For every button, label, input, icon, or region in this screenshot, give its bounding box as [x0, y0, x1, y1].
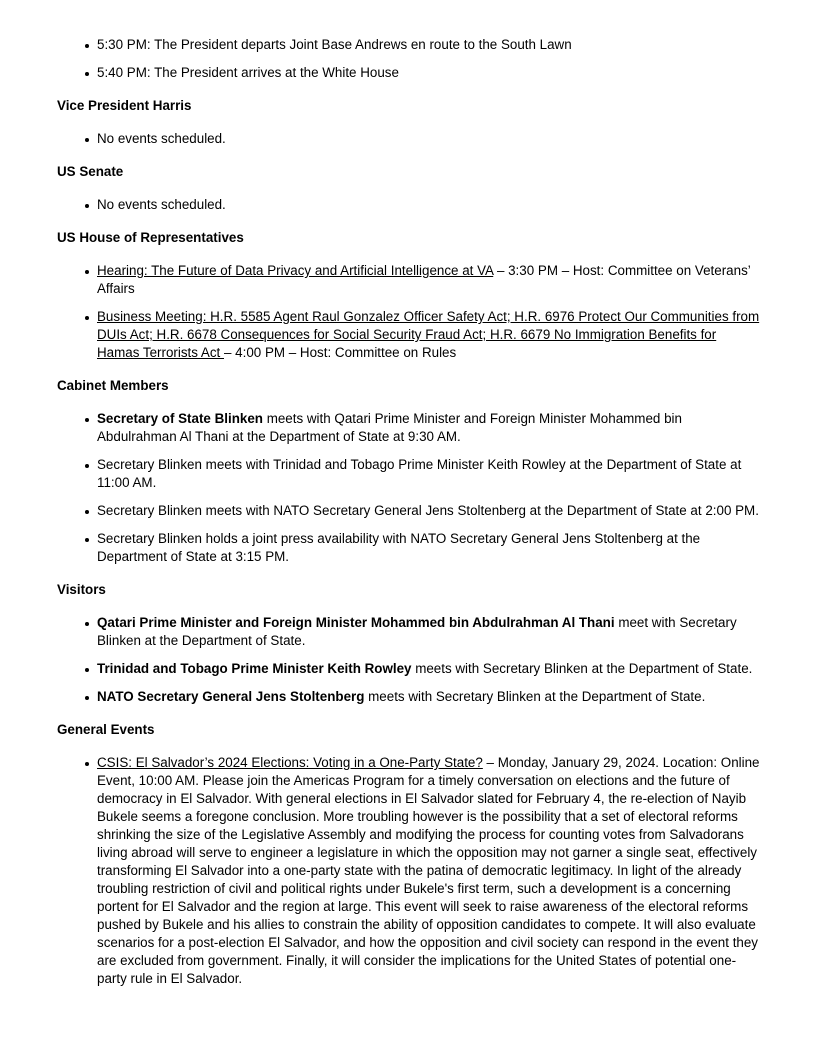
cabinet-heading: Cabinet Members	[57, 378, 169, 393]
house-heading: US House of Representatives	[57, 230, 244, 245]
list-item	[97, 614, 762, 650]
item-text: – 3:30 PM – Host: Committee on Veterans’ Affairs	[97, 263, 751, 296]
list-item	[97, 502, 762, 520]
senate-list	[57, 196, 762, 214]
senate-heading: US Senate	[57, 164, 124, 179]
list-item	[97, 660, 762, 678]
hearing-link[interactable]: Hearing: The Future of Data Privacy and Artificial Intelligence at VA	[97, 263, 494, 278]
general-events-list	[57, 754, 762, 988]
item-text: meets with Qatari Prime Minister and Foreign Minister Mohammed bin Abdulrahman Al Thani at the Department of State at 9:30 AM.	[97, 411, 682, 444]
list-item	[97, 456, 762, 492]
visitors-heading: Visitors	[57, 582, 106, 597]
list-item: No events scheduled.	[97, 130, 762, 148]
item-bold: Qatari Prime Minister and Foreign Minister Mohammed bin Abdulrahman Al Thani	[97, 615, 615, 630]
csis-event-link[interactable]: CSIS: El Salvador’s 2024 Elections: Voting in a One-Party State?	[97, 755, 483, 770]
house-list	[57, 262, 762, 362]
item-text: Secretary Blinken meets with NATO Secretary General Jens Stoltenberg at the Department of State at 2:00 PM.	[97, 503, 759, 518]
item-text: Secretary Blinken holds a joint press availability with NATO Secretary General Jens Stoltenberg at the Department of State at 3:15 PM.	[97, 531, 701, 564]
general-events-heading: General Events	[57, 722, 155, 737]
cabinet-list	[57, 410, 762, 566]
item-bold: Trinidad and Tobago Prime Minister Keith Rowley	[97, 661, 412, 676]
list-item: No events scheduled.	[97, 196, 762, 214]
list-item	[97, 688, 762, 706]
business-meeting-link[interactable]: Business Meeting: H.R. 5585 Agent Raul Gonzalez Officer Safety Act; H.R. 6976 Protect Our Communities from DUIs Act; H.R. 6678 Consequences for Social Security Fraud Act; H.R. 6679 No Immigration Benefits for Hamas Terrorists Act	[97, 309, 760, 360]
president-schedule-list	[57, 36, 762, 82]
vp-heading: Vice President Harris	[57, 98, 192, 113]
item-bold: NATO Secretary General Jens Stoltenberg	[97, 689, 365, 704]
list-item	[97, 262, 762, 298]
list-item	[97, 308, 762, 362]
visitors-list	[57, 614, 762, 706]
list-item	[97, 754, 762, 988]
item-text: meet with Secretary Blinken at the Department of State.	[97, 615, 737, 648]
list-item	[97, 410, 762, 446]
schedule-document	[57, 0, 762, 998]
list-item: 5:30 PM: The President departs Joint Base Andrews en route to the South Lawn	[97, 36, 762, 54]
vp-list	[57, 130, 762, 148]
list-item: 5:40 PM: The President arrives at the White House	[97, 64, 762, 82]
list-item	[97, 530, 762, 566]
item-text: – 4:00 PM – Host: Committee on Rules	[224, 345, 457, 360]
item-text: Secretary Blinken meets with Trinidad and Tobago Prime Minister Keith Rowley at the Department of State at 11:00 AM.	[97, 457, 742, 490]
item-bold: Secretary of State Blinken	[97, 411, 263, 426]
item-text: meets with Secretary Blinken at the Department of State.	[364, 689, 706, 704]
item-text: meets with Secretary Blinken at the Department of State.	[411, 661, 753, 676]
item-text: – Monday, January 29, 2024. Location: Online Event, 10:00 AM. Please join the Americas Program for a timely conversation on elections and the future of democracy in El Salvador. With general elections in El Salvador slated for February 4, the re-election of Nayib Bukele seems a foregone conclusion. More troubling however is the possibility that a set of electoral reforms shrinking the size of the Legislative Assembly and modifying the process for counting votes from Salvadorans living abroad will serve to engineer a legislature in which the opposition may not garner a single seat, effectively transforming El Salvador into a one-party state with the patina of democratic legitimacy. In light of the already troubling restriction of civil and political rights under Bukele's first term, such a development is a concerning portent for El Salvador and the region at large. This event will seek to raise awareness of the electoral reforms pushed by Bukele and his allies to constrain the ability of opposition candidates to compete. It will also evaluate scenarios for a post-election El Salvador, and how the opposition and civil society can respond in the event they are excluded from government. Finally, it will consider the implications for the United States of potential one-party rule in El Salvador.	[97, 755, 760, 986]
